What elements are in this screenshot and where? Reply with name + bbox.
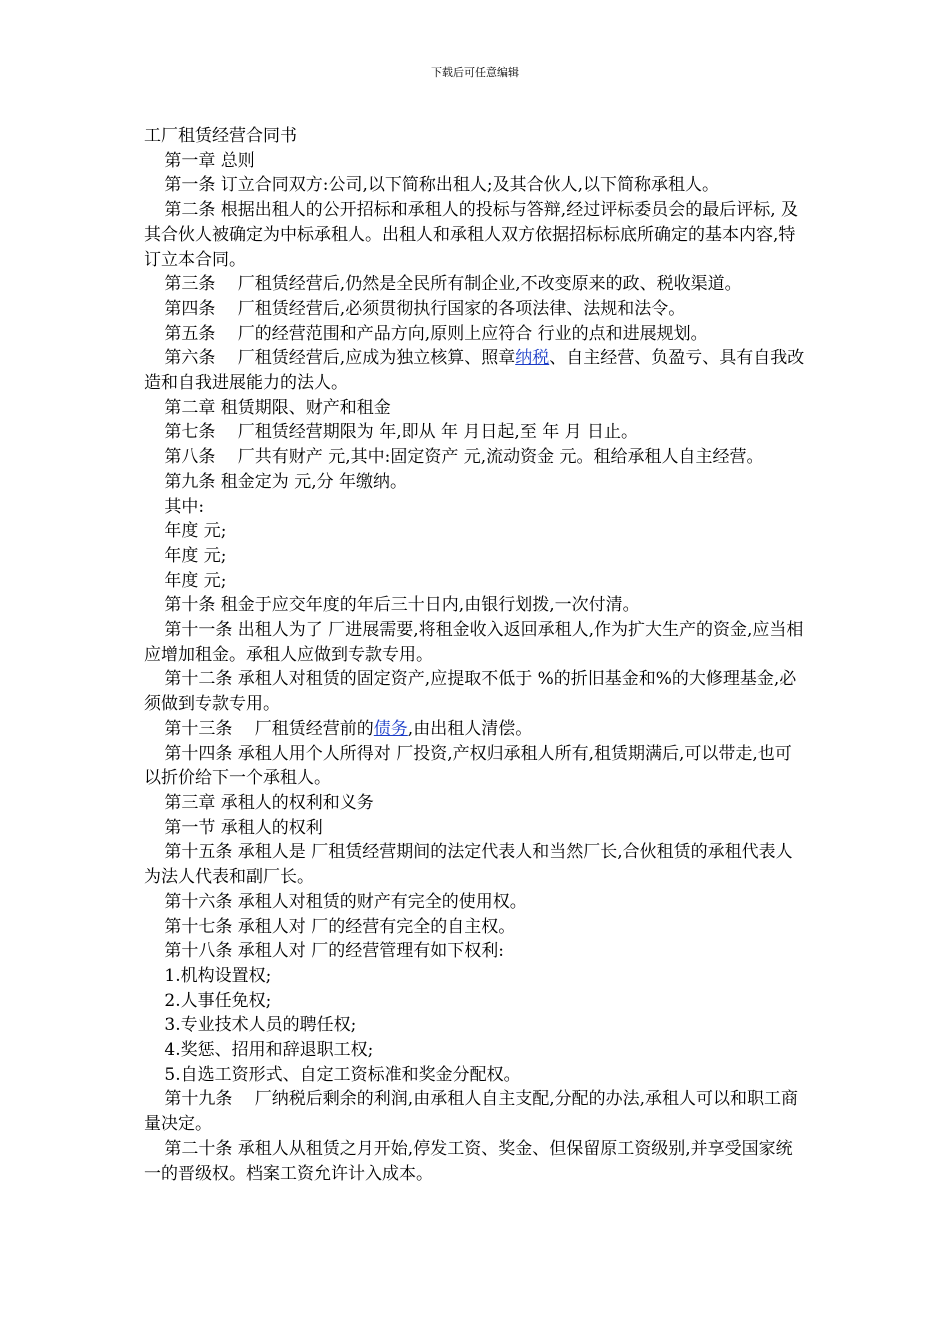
- article-paragraph: 第十四条 承租人用个人所得对 厂投资,产权归承租人所有,租赁期满后,可以带走,也可以折价给下一个承租人。: [144, 743, 792, 789]
- chapter-heading: 第一章 总则: [164, 150, 255, 171]
- article-paragraph: 第九条 租金定为 元,分 年缴纳。: [164, 471, 408, 492]
- article-paragraph: 第十九条 厂纳税后剩余的利润,由承租人自主支配,分配的办法,承租人可以和职工商量决定。: [144, 1089, 799, 1135]
- article-paragraph: [144, 717, 806, 742]
- list-line: 1.机构设置权;: [164, 965, 272, 986]
- paragraph-text: 、自主经营、负盈亏、具有自我改造和自我进展能力的法人。: [144, 348, 805, 394]
- list-line: 4.奖惩、招用和辞退职工权;: [164, 1040, 374, 1061]
- paragraph-text: ,由出租人清偿。: [407, 718, 533, 739]
- document-body: [144, 124, 806, 1186]
- tax-link[interactable]: 纳税: [515, 348, 550, 369]
- article-paragraph: [144, 346, 806, 395]
- chapter-heading: 第三章 承租人的权利和义务: [164, 792, 374, 813]
- article-paragraph: 第十八条 承租人对 厂的经营管理有如下权利:: [164, 941, 504, 962]
- section-heading: 第一节 承租人的权利: [164, 817, 323, 838]
- article-paragraph: 第三条 厂租赁经营后,仍然是全民所有制企业,不改变原来的政、税收渠道。: [164, 274, 742, 295]
- list-line: 年度 元;: [164, 570, 227, 591]
- list-line: 2.人事任免权;: [164, 990, 272, 1011]
- article-paragraph: 第十五条 承租人是 厂租赁经营期间的法定代表人和当然厂长,合伙租赁的承租代表人为法人代表和副厂长。: [144, 842, 793, 888]
- paragraph-text: 第十三条 厂租赁经营前的: [164, 718, 374, 739]
- list-line: 年度 元;: [164, 545, 227, 566]
- article-paragraph: 第八条 厂共有财产 元,其中:固定资产 元,流动资金 元。租给承租人自主经营。: [164, 447, 764, 468]
- list-line: 3.专业技术人员的聘任权;: [164, 1015, 357, 1036]
- page-header: 下载后可任意编辑: [431, 66, 519, 79]
- paragraph-text: 第六条 厂租赁经营后,应成为独立核算、照章: [164, 348, 516, 369]
- chapter-heading: 第二章 租赁期限、财产和租金: [164, 397, 391, 418]
- article-paragraph: 第十二条 承租人对租赁的固定资产,应提取不低于 %的折旧基金和%的大修理基金,必须做到专款专用。: [144, 669, 797, 715]
- article-paragraph: 第四条 厂租赁经营后,必须贯彻执行国家的各项法律、法规和法令。: [164, 298, 686, 319]
- article-paragraph: 第十一条 出租人为了 厂进展需要,将租金收入返回承租人,作为扩大生产的资金,应当相应增加租金。承租人应做到专款专用。: [144, 620, 804, 665]
- article-paragraph: 第五条 厂的经营范围和产品方向,原则上应符合 行业的点和进展规划。: [164, 323, 708, 344]
- article-paragraph: 第十条 租金于应交年度的年后三十日内,由银行划拨,一次付清。: [164, 595, 640, 616]
- document-title: 工厂租赁经营合同书: [144, 126, 297, 146]
- article-paragraph: 第二十条 承租人从租赁之月开始,停发工资、奖金、但保留原工资级别,并享受国家统一的晋级权。档案工资允许计入成本。: [144, 1138, 793, 1184]
- article-paragraph: 第二条 根据出租人的公开招标和承租人的投标与答辩,经过评标委员会的最后评标, 及其合伙人被确定为中标承租人。出租人和承租人双方依据招标标底所确定的基本内容,特订立本合同。: [144, 200, 799, 270]
- list-line: 年度 元;: [164, 521, 227, 542]
- list-line: 5.自选工资形式、自定工资标准和奖金分配权。: [164, 1064, 521, 1085]
- article-paragraph: 第十七条 承租人对 厂的经营有完全的自主权。: [164, 916, 516, 937]
- list-line: 其中:: [164, 496, 205, 517]
- debt-link[interactable]: 债务: [373, 718, 408, 739]
- article-paragraph: 第一条 订立合同双方:公司,以下简称出租人;及其合伙人,以下简称承租人。: [164, 175, 720, 196]
- article-paragraph: 第七条 厂租赁经营期限为 年,即从 年 月日起,至 年 月 日止。: [164, 422, 639, 443]
- article-paragraph: 第十六条 承租人对租赁的财产有完全的使用权。: [164, 891, 527, 912]
